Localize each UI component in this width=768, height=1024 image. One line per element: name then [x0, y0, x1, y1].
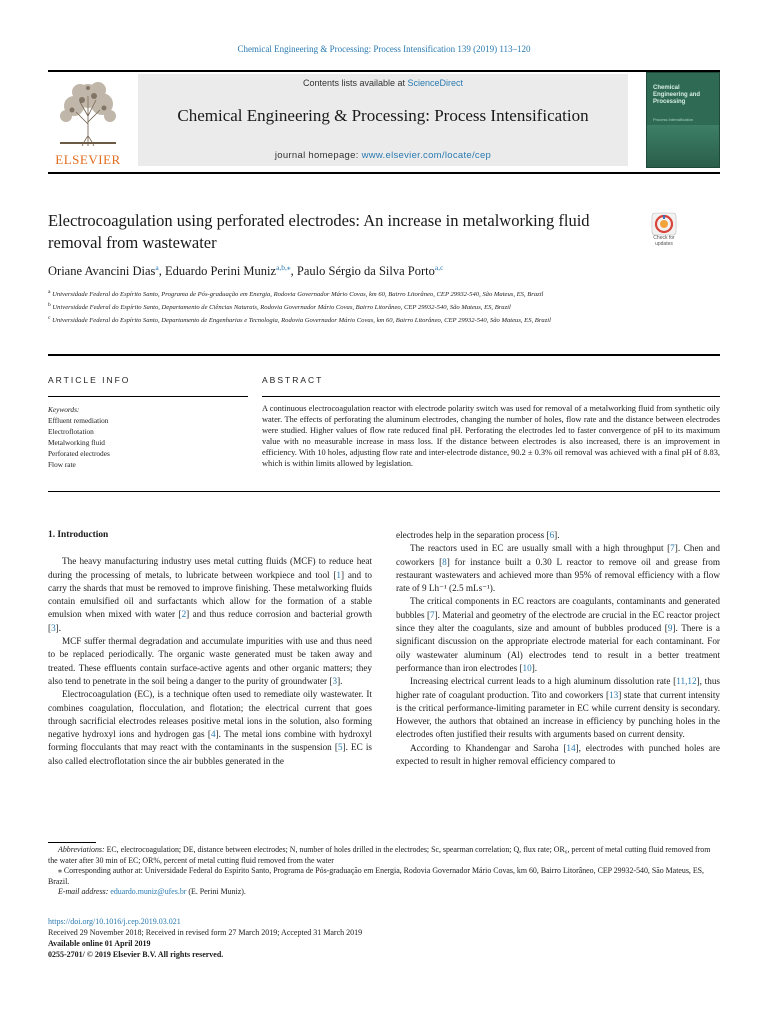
paragraph-text: ]. — [55, 622, 62, 633]
keywords-label: Keywords: — [48, 405, 80, 414]
contents-line — [138, 78, 628, 88]
sciencedirect-link[interactable]: ScienceDirect — [407, 78, 464, 88]
body-paragraph — [396, 542, 720, 595]
author-affiliation-marker[interactable]: a,b,⁎ — [276, 263, 291, 272]
homepage-prefix: journal homepage: — [274, 150, 362, 161]
body-column-left — [48, 529, 372, 768]
paragraph-text: The reactors used in EC are usually small with a high throughput [ — [410, 543, 671, 554]
masthead — [48, 70, 720, 170]
journal-cover[interactable] — [646, 72, 720, 168]
affiliation-item — [48, 313, 648, 326]
email-link[interactable]: eduardo.muniz@ufes.br — [110, 887, 187, 896]
keywords-list — [48, 415, 228, 470]
elsevier-logo[interactable] — [48, 74, 128, 166]
citation-link[interactable]: 6 — [549, 530, 555, 540]
paragraph-text: ]. The metal ions combine with hydroxyl forming flocculants that may react with the contaminants in the suspension [ — [48, 729, 372, 753]
paragraph-text: ] state that current intensity is the critical performance-limiting parameter in EC while current density is secondary. However, the authors that obtained an increase in efficiency by punching holes in the electrodes often justified their results with arguments based on current density. — [396, 689, 720, 740]
corresponding-author-footnote: ⁎ Corresponding author at: Universidade Federal do Espírito Santo, Programa de Pós-graduação em Energia, Rodovia Governador Mário Covas, km 60, Bairro Litorâneo, CEP 29932-540, São Mateus, ES, Brazil. — [48, 866, 705, 886]
abstract-text: A continuous electrocoagulation reactor with electrode polarity switch was used for removal of a metalworking fluid from synthetic oily water. The effects of perforating the aluminum electrodes, changing the number of holes, flow rate and the distance between electrodes were studied. Higher values of flow rate reduced final pH. Perforating the electrodes led to faster convergence of pH to its maximum value with no measurable increase in mass loss. If the distance between electrodes is also increased, there is an improvement in efficiency. With 10 holes, adjusting flow rate and inter-electrode distance, 90.2 ± 0.3% oil removal was achieved with a final pH of 8.83, which is within limits allowed by legislation. — [262, 404, 720, 468]
body-paragraph — [396, 595, 720, 675]
keyword-item: Metalworking fluid — [48, 438, 105, 447]
keyword-item: Perforated electrodes — [48, 449, 110, 458]
citation-link[interactable]: 3 — [332, 675, 338, 686]
article-info-rule — [48, 396, 248, 397]
affiliation-marker: b — [48, 302, 51, 309]
author-name: Oriane Avancini Dias — [48, 264, 156, 279]
paragraph-text: ] and to carry the shards that must be removed to improve finishing. These metalworking fluids contain emulsified oil and surfactants which allow for the formation of a stable emulsion when mixed with water [ — [48, 569, 372, 620]
citation-link[interactable]: 9 — [667, 623, 673, 634]
citation-link[interactable]: 13 — [609, 689, 619, 700]
author-separator: , — [290, 264, 297, 279]
citation-link[interactable]: 4 — [210, 729, 216, 740]
cover-image — [647, 125, 719, 167]
masthead-top-rule — [48, 70, 720, 72]
abbreviations-footnote — [48, 845, 720, 866]
body-paragraph — [48, 555, 372, 635]
citation-link[interactable]: 8 — [442, 556, 447, 567]
body-paragraph — [396, 529, 720, 542]
keyword-item: Electroflotation — [48, 427, 94, 436]
check-for-updates-button[interactable] — [644, 212, 684, 252]
abstract-heading: ABSTRACT — [262, 375, 324, 385]
paragraph-text: ], thus higher rate of coagulant production. Tito and coworkers [ — [396, 676, 720, 700]
paragraph-text: ] for instance built a 0.30 L reactor to remove oil and grease from restaurant wastewaters and achieved more than 95% of removal efficiency with a flow rate of 9 Lh⁻¹ (2.5 mLs⁻¹). — [396, 556, 720, 594]
paragraph-text: Electrocoagulation (EC), is a technique often used to remediate oily wastewater. It combines coagulation, flocculation, and flotation; the electrical current that goes through sacrificial electrodes releases positive metal ions in the solution, also forming negative hydroxyl ions and hydrogen gas [ — [48, 689, 372, 740]
homepage-link[interactable]: www.elsevier.com/locate/cep — [361, 150, 492, 161]
keyword-item: Effluent remediation — [48, 416, 109, 425]
publisher-name: ELSEVIER — [55, 152, 121, 167]
paragraph-text: ]. Chen and coworkers [ — [396, 543, 720, 567]
paragraph-text: ]. EC is also called electroflotation since the air bubbles generated in the — [48, 742, 372, 766]
paragraph-text: MCF suffer thermal degradation and accumulate impurities with use and thus need to be replaced periodically. The organic waste generated must be taken away and treated. These effluents contain surface-active agents and other organic matters; they also tend to penetrate in the soil being a danger to the purity of groundwater [ — [48, 636, 372, 686]
author-name: Eduardo Perini Muniz — [164, 264, 277, 279]
paragraph-text: ]. — [531, 662, 538, 673]
masthead-center — [138, 74, 628, 166]
email-footnote — [48, 887, 720, 898]
doi-link[interactable]: https://doi.org/10.1016/j.cep.2019.03.021 — [48, 917, 181, 926]
author-affiliation-marker[interactable]: a,c — [434, 263, 444, 272]
body-paragraph — [396, 675, 720, 741]
paragraph-text: ]. There is a significant discussion on the appropriate electrode material for each contaminant. For oily wastewater aluminum (Al) electrodes tend to result in a better treatment performance than iron electrodes [ — [396, 623, 720, 673]
citation-link[interactable]: 2 — [181, 609, 187, 620]
affiliation-text: Universidade Federal do Espírito Santo, Departamento de Ciências Naturais, Rodovia Governador Mário Covas, Bairro Litorâneo, CEP 29932-540, São Mateus, ES, Brazil — [50, 304, 511, 312]
received-dates: Received 29 November 2018; Received in revised form 27 March 2019; Accepted 31 March 2019 — [48, 928, 363, 937]
masthead-bottom-rule — [48, 172, 720, 174]
header-divider — [48, 354, 720, 356]
citation-link[interactable]: 5 — [337, 742, 343, 753]
citation-link[interactable]: 3 — [51, 622, 56, 633]
cover-subtitle: Process Intensification — [653, 117, 694, 122]
body-column-right — [396, 529, 720, 768]
journal-citation[interactable]: Chemical Engineering & Processing: Process Intensification 139 (2019) 113–120 — [237, 44, 531, 54]
citation-link[interactable]: 1 — [336, 569, 342, 580]
check-updates-icon — [644, 212, 684, 236]
copyright: 0255-2701/ © 2019 Elsevier B.V. All rights reserved. — [48, 950, 224, 959]
affiliation-text: Universidade Federal do Espírito Santo, Departamento de Engenharias e Tecnologia, Rodovia Governador Mário Covas, km 60, Bairro Litorâneo, CEP 29932-540, São Mateus, ES, Brazil — [50, 317, 551, 325]
article-info-heading: ARTICLE INFO — [48, 375, 131, 385]
affiliations — [48, 287, 648, 327]
body-paragraph — [396, 742, 720, 769]
footnotes — [48, 845, 720, 898]
homepage-line — [138, 150, 628, 161]
keywords-block — [48, 404, 228, 470]
affiliation-item — [48, 287, 648, 300]
article-title: Electrocoagulation using perforated electrodes: An increase in metalworking fluid removal from wastewater — [48, 211, 590, 252]
cover-title: Chemical Engineering and Processing — [653, 85, 701, 105]
paragraph-text: electrodes help in the separation process [ — [396, 530, 550, 540]
paragraph-text: ]. — [337, 675, 343, 686]
contents-prefix: Contents lists available at — [302, 78, 408, 88]
email-suffix: (E. Perini Muniz). — [186, 887, 246, 896]
affiliation-item — [48, 300, 648, 313]
paragraph-text: Increasing electrical current leads to a high aluminum dissolution rate [ — [410, 676, 677, 687]
journal-title: Chemical Engineering & Processing: Process Intensification — [177, 106, 589, 125]
email-label: E-mail address: — [58, 887, 109, 896]
citation-link[interactable]: 11,12 — [676, 676, 697, 687]
paragraph-text: ]. — [554, 530, 560, 540]
tree-icon — [52, 76, 124, 148]
affiliation-text: Universidade Federal do Espírito Santo, Programa de Pós-graduação em Energia, Rodovia Governador Mário Covas, km 60, Bairro Litorâneo, CEP 29932-540, São Mateus, ES, Brazil — [50, 291, 544, 299]
citation-link[interactable]: 14 — [566, 742, 576, 753]
citation-link[interactable]: 7 — [430, 609, 435, 620]
available-online: Available online 01 April 2019 — [48, 939, 151, 948]
publication-info — [48, 916, 720, 960]
citation-link[interactable]: 7 — [670, 543, 675, 554]
author-affiliation-marker[interactable]: a — [155, 263, 159, 272]
abstract-rule — [262, 396, 720, 397]
author-list — [48, 263, 720, 279]
check-updates-label: Check for updates — [653, 235, 675, 247]
footnote-rule — [48, 842, 96, 843]
paragraph-text: ] and thus reduce corrosion and bacterial growth [ — [48, 609, 372, 633]
author-separator: , — [158, 264, 165, 279]
section-heading-introduction: 1. Introduction — [48, 530, 109, 540]
abbreviations-text: EC, electrocoagulation; DE, distance between electrodes; N, number of holes drilled in the electrodes; Sc, spearman correlation; Q, flux rate; OR₆, percent of metal cutting fluid removed from the water after 30 min of EC; OR%, percent of metal cutting fluid removed from the water — [48, 845, 711, 865]
abbreviations-label: Abbreviations: — [58, 845, 105, 854]
author-name: Paulo Sérgio da Silva Porto — [296, 264, 435, 279]
paragraph-text: ]. Material and geometry of the electrode are crucial in the EC reactor project since they alter the coagulants, size and amount of bubbles produced [ — [396, 609, 720, 634]
affiliation-marker: c — [48, 315, 51, 322]
abstract-bottom-rule — [48, 491, 720, 492]
citation-link[interactable]: 10 — [522, 662, 532, 673]
paragraph-text: According to Khandengar and Saroha [ — [410, 742, 567, 753]
body-paragraph — [48, 635, 372, 688]
affiliation-marker: a — [48, 289, 51, 295]
paragraph-text: The heavy manufacturing industry uses metal cutting fluids (MCF) to reduce heat during the processing of metals, to lubricate between workpiece and tool [ — [48, 556, 372, 580]
body-paragraph — [48, 688, 372, 768]
keyword-item: Flow rate — [48, 460, 76, 469]
paragraph-text: ], electrodes with punched holes are expected to result in higher removal efficiency compared to — [396, 742, 720, 767]
paragraph-text: The critical components in EC reactors are coagulants, contaminants and generated bubbles [ — [396, 596, 720, 620]
